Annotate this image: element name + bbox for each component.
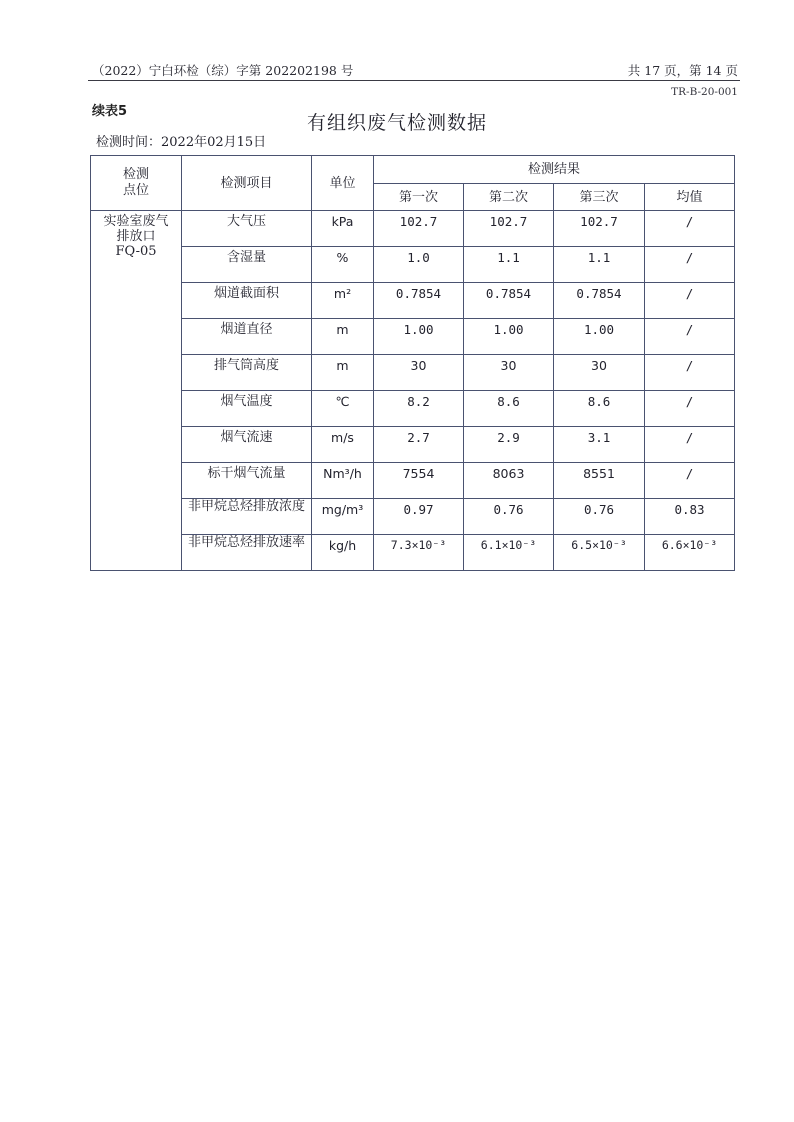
table-title: 有组织废气检测数据 (306, 112, 487, 134)
run2-cell: 8063 (464, 463, 554, 499)
run1-cell: 7.3×10⁻³ (374, 535, 464, 571)
header-sample-point: 检测 点位 (91, 156, 182, 211)
average-cell: / (645, 355, 735, 391)
average-cell: / (645, 427, 735, 463)
table-row (91, 535, 735, 571)
item-cell: 烟道直径 (182, 319, 312, 355)
table-row (91, 211, 735, 247)
table-row (91, 499, 735, 535)
table-row (91, 463, 735, 499)
run1-cell: 102.7 (374, 211, 464, 247)
item-cell: 含湿量 (182, 247, 312, 283)
run1-cell: 0.7854 (374, 283, 464, 319)
unit-cell: kPa (312, 211, 374, 247)
unit-cell: % (312, 247, 374, 283)
header-run-3: 第三次 (554, 184, 645, 211)
table-row (91, 355, 735, 391)
average-cell: / (645, 247, 735, 283)
sample-point-cell: 实验室废气 排放口 FQ-05 (91, 211, 182, 571)
page-info: 共 17 页，第 14 页 (627, 63, 738, 78)
run3-cell: 8551 (554, 463, 645, 499)
header-average: 均值 (645, 184, 735, 211)
average-cell: / (645, 283, 735, 319)
average-cell: / (645, 319, 735, 355)
unit-cell: m² (312, 283, 374, 319)
run1-cell: 0.97 (374, 499, 464, 535)
average-cell: / (645, 391, 735, 427)
table-row (91, 427, 735, 463)
report-number: （2022）宁白环检（综）字第 202202198 号 (92, 63, 354, 78)
run1-cell: 7554 (374, 463, 464, 499)
unit-cell: mg/m³ (312, 499, 374, 535)
item-cell: 非甲烷总烃排放速率 (182, 535, 312, 571)
unit-cell: Nm³/h (312, 463, 374, 499)
table-row (91, 247, 735, 283)
table-row (91, 319, 735, 355)
table-row (91, 283, 735, 319)
run3-cell: 0.76 (554, 499, 645, 535)
document-code: TR-B-20-001 (671, 86, 738, 98)
header-divider (88, 80, 740, 81)
run2-cell: 102.7 (464, 211, 554, 247)
run1-cell: 8.2 (374, 391, 464, 427)
header-run-1: 第一次 (374, 184, 464, 211)
unit-cell: kg/h (312, 535, 374, 571)
average-cell: / (645, 463, 735, 499)
item-cell: 标干烟气流量 (182, 463, 312, 499)
run2-cell: 1.1 (464, 247, 554, 283)
emission-data-table (90, 155, 735, 571)
run2-cell: 30 (464, 355, 554, 391)
header-results: 检测结果 (374, 156, 735, 184)
table-label: 续表5 (92, 104, 128, 119)
run3-cell: 1.1 (554, 247, 645, 283)
item-cell: 排气筒高度 (182, 355, 312, 391)
run2-cell: 8.6 (464, 391, 554, 427)
average-cell: 0.83 (645, 499, 735, 535)
run3-cell: 30 (554, 355, 645, 391)
item-cell: 烟道截面积 (182, 283, 312, 319)
header-run-2: 第二次 (464, 184, 554, 211)
average-cell: / (645, 211, 735, 247)
unit-cell: m (312, 355, 374, 391)
run3-cell: 6.5×10⁻³ (554, 535, 645, 571)
run2-cell: 0.76 (464, 499, 554, 535)
run2-cell: 0.7854 (464, 283, 554, 319)
run1-cell: 30 (374, 355, 464, 391)
unit-cell: m (312, 319, 374, 355)
run2-cell: 6.1×10⁻³ (464, 535, 554, 571)
run3-cell: 102.7 (554, 211, 645, 247)
run2-cell: 2.9 (464, 427, 554, 463)
average-cell: 6.6×10⁻³ (645, 535, 735, 571)
table-row (91, 391, 735, 427)
unit-cell: ℃ (312, 391, 374, 427)
run3-cell: 1.00 (554, 319, 645, 355)
test-date: 检测时间：2022年02月15日 (96, 135, 267, 150)
item-cell: 大气压 (182, 211, 312, 247)
item-cell: 烟气流速 (182, 427, 312, 463)
run1-cell: 1.0 (374, 247, 464, 283)
header-unit: 单位 (312, 156, 374, 211)
run3-cell: 0.7854 (554, 283, 645, 319)
run1-cell: 2.7 (374, 427, 464, 463)
item-cell: 烟气温度 (182, 391, 312, 427)
unit-cell: m/s (312, 427, 374, 463)
run1-cell: 1.00 (374, 319, 464, 355)
run3-cell: 3.1 (554, 427, 645, 463)
run3-cell: 8.6 (554, 391, 645, 427)
header-test-item: 检测项目 (182, 156, 312, 211)
run2-cell: 1.00 (464, 319, 554, 355)
item-cell: 非甲烷总烃排放浓度 (182, 499, 312, 535)
